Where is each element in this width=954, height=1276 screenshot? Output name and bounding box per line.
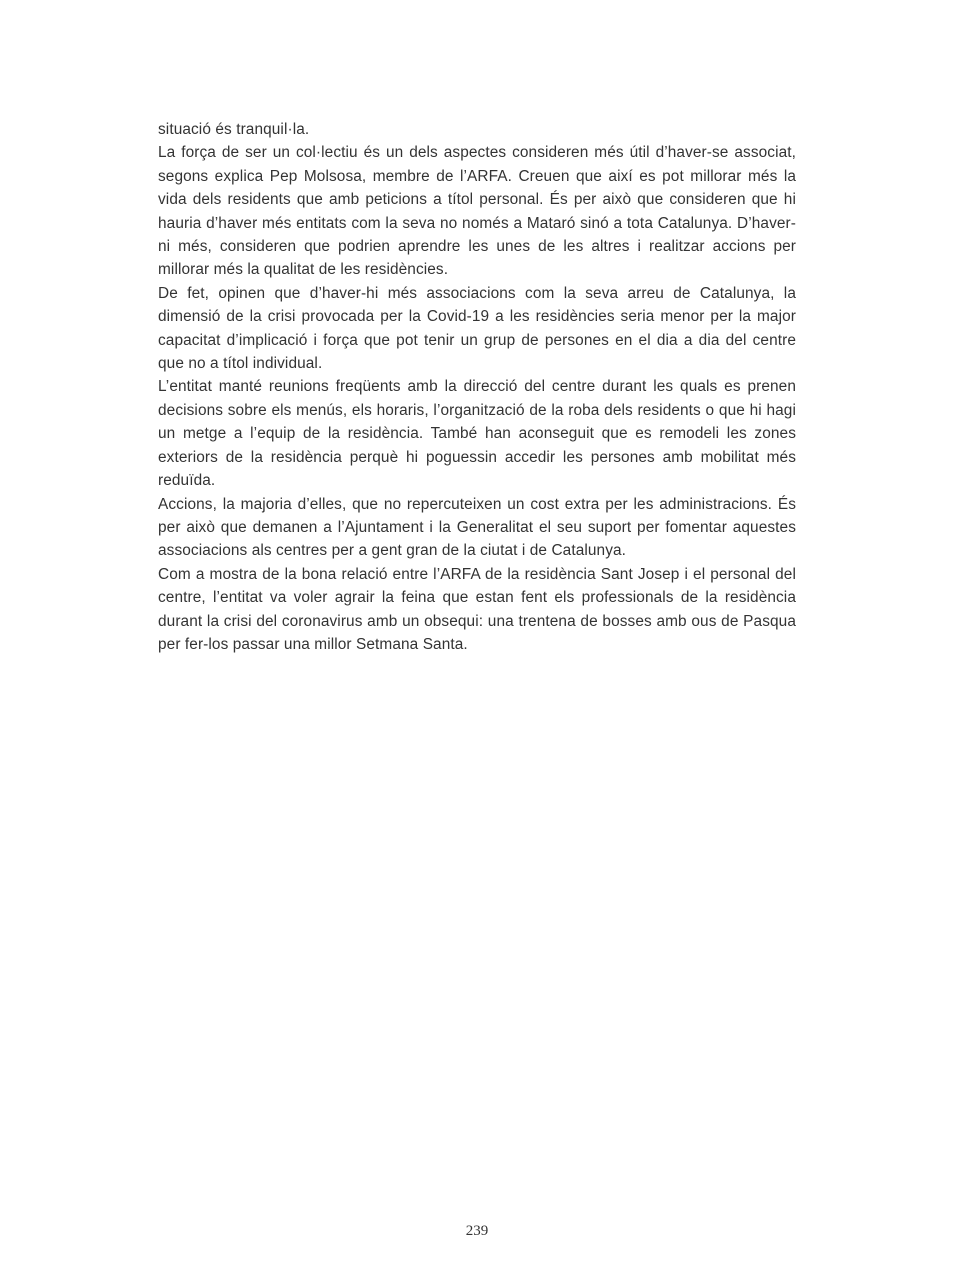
page-number: 239	[465, 1223, 489, 1239]
paragraph-continuation: situació és tranquil·la.	[158, 121, 310, 138]
body-text	[158, 118, 796, 656]
paragraph-meetings: L’entitat manté reunions freqüents amb la direcció del centre durant les quals es prenen decisions sobre els menús, els horaris, l’organització de la roba dels residents o que hi hagi un metge a l’equip de la residència. També han aconseguit que es remodeli les zones exteriors de la residència perquè hi poguessin accedir les persones amb mobilitat més reduïda.	[158, 378, 796, 490]
paragraph-collective-strength: La força de ser un col·lectiu és un dels aspectes consideren més útil d’haver-se associat, segons explica Pep Molsosa, membre de l’ARFA. Creuen que així es pot millorar més la vida dels residents que amb peticions a títol personal. És per això que consideren que hi hauria d’haver més entitats com la seva no només a Mataró sinó a tota Catalunya. D’haver-ni més, consideren que podrien aprendre les unes de les altres i realitzar accions per millorar més la qualitat de les residències.	[158, 144, 796, 279]
paragraph-support-request: Accions, la majoria d’elles, que no repercuteixen un cost extra per les administracions. És per això que demanen a l’Ajuntament i la Generalitat el seu suport per fomentar aquestes associacions als centres per a gent gran de la ciutat i de Catalunya.	[158, 495, 796, 560]
paragraph-covid-crisis: De fet, opinen que d’haver-hi més associacions com la seva arreu de Catalunya, la dimensió de la crisi provocada per la Covid-19 a les residències seria menor per la major capacitat d’implicació i força que pot tenir un grup de persones en el dia a dia del centre que no a títol individual.	[158, 284, 796, 373]
paragraph-easter-gift: Com a mostra de la bona relació entre l’ARFA de la residència Sant Josep i el personal del centre, l’entitat va voler agrair la feina que estan fent els professionals de la residència durant la crisi del coronavirus amb un obsequi: una trentena de bosses amb ous de Pasqua per fer-los passar una millor Setmana Santa.	[158, 565, 796, 653]
